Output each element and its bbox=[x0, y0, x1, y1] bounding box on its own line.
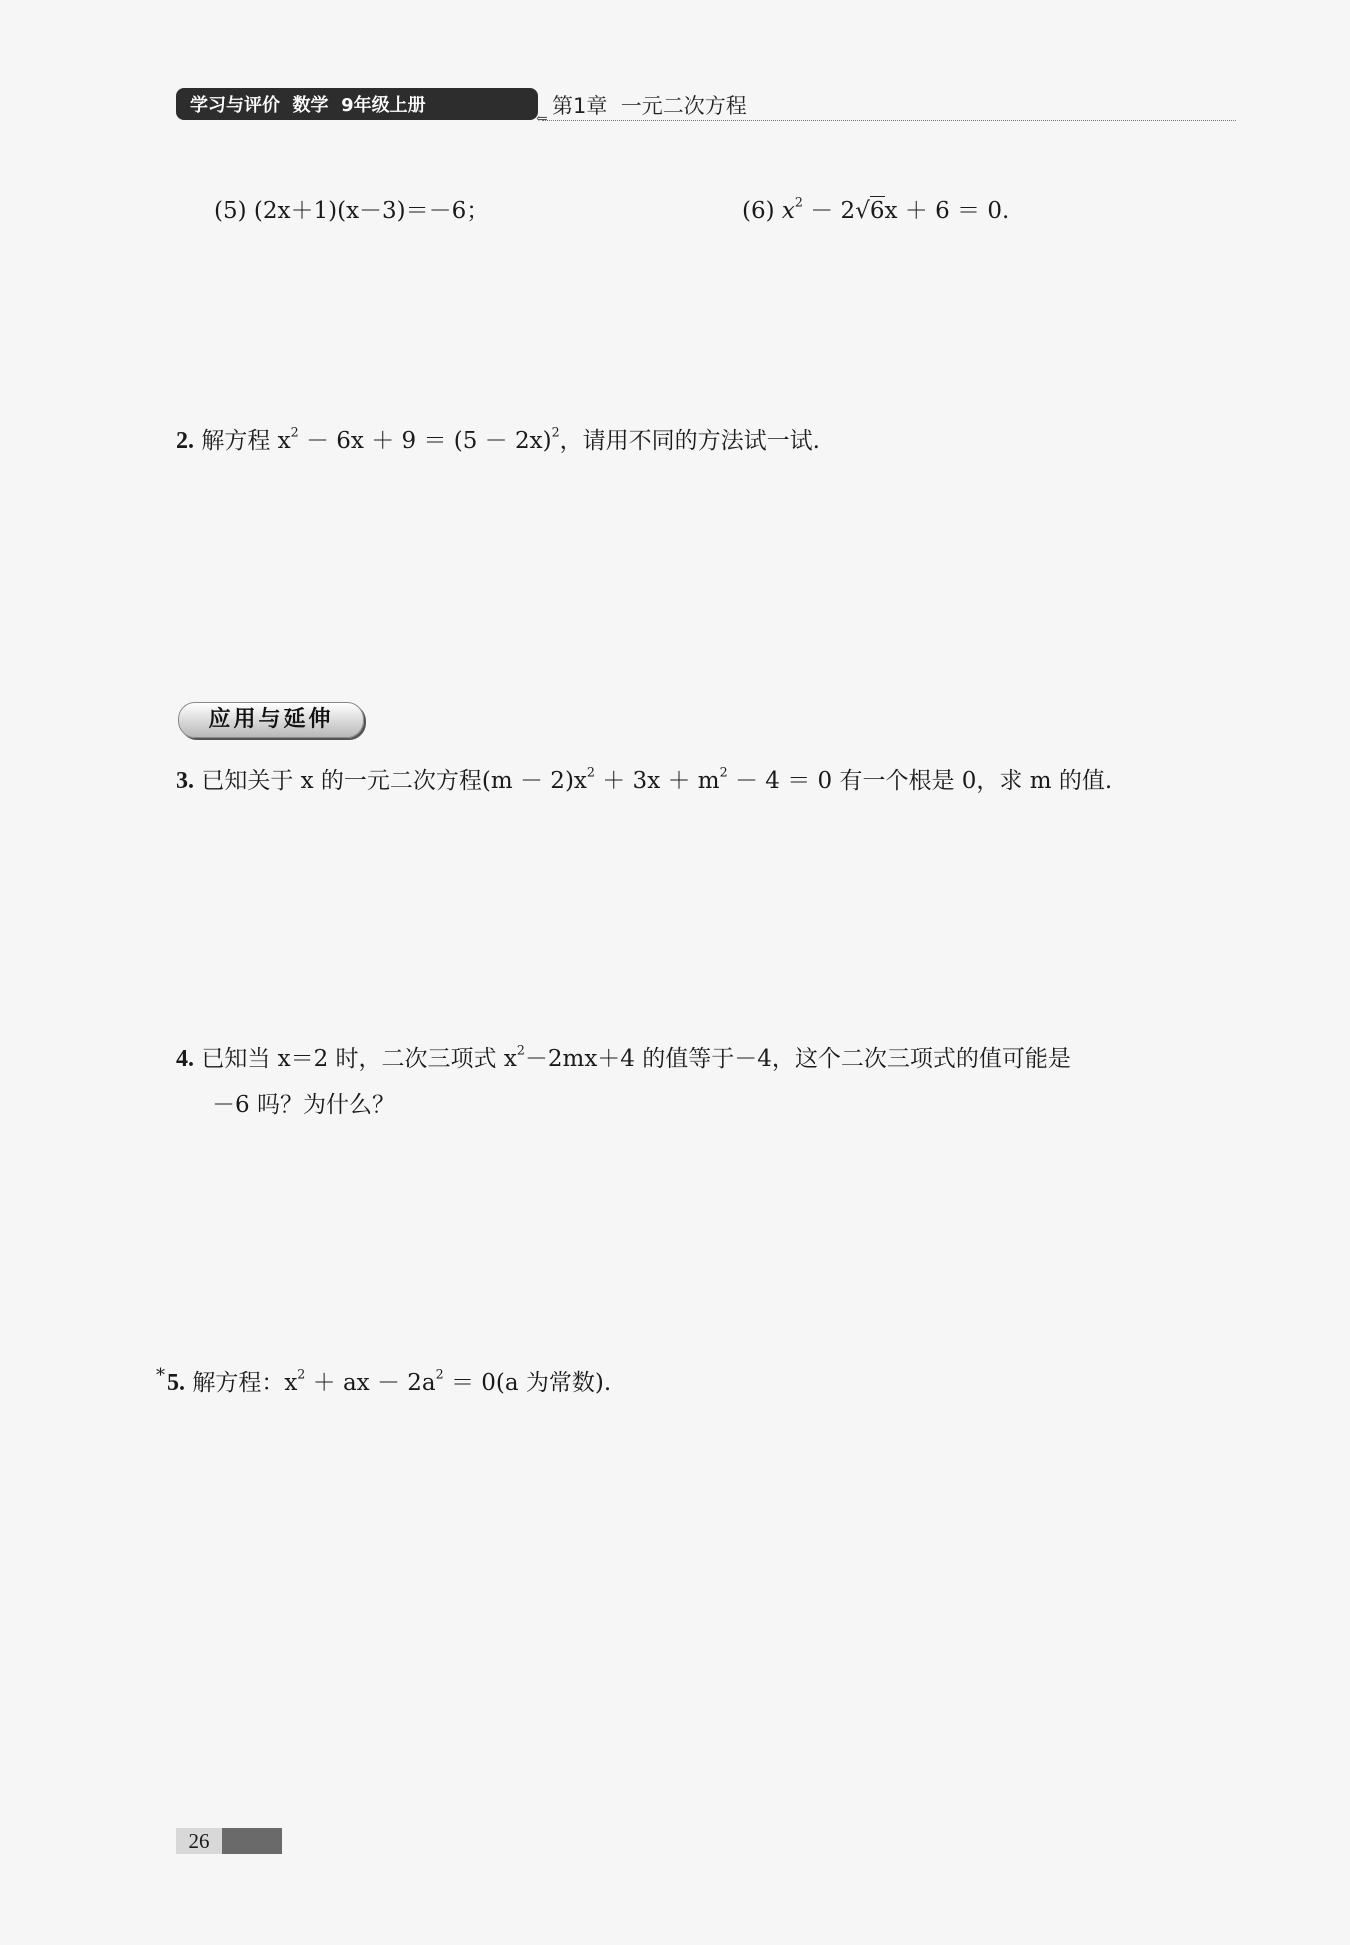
problem3-text-b: ＋ 3x ＋ m bbox=[594, 768, 720, 794]
problem5 bbox=[156, 1364, 611, 1397]
part6-radicand: 6 bbox=[869, 198, 885, 224]
sqrt-sign: √ bbox=[855, 198, 870, 224]
section-title-badge: 应用与延伸 bbox=[178, 702, 364, 738]
part5-equation: (2x＋1)(x－3)＝－6； bbox=[253, 198, 490, 224]
problem2-exp-a: 2 bbox=[290, 424, 299, 440]
page-number-tab bbox=[176, 1828, 282, 1854]
problem1-part6 bbox=[742, 192, 1009, 225]
problem4-line2 bbox=[212, 1086, 395, 1119]
part6-var: x bbox=[781, 198, 795, 224]
problem3 bbox=[176, 762, 1112, 795]
problem5-exp-a: 2 bbox=[297, 1366, 306, 1382]
problem4-text-a: 已知当 x＝2 时，二次三项式 x bbox=[201, 1046, 517, 1072]
problem2 bbox=[176, 422, 820, 455]
book-title-banner: 学习与评价 数学 9年级上册 bbox=[176, 88, 538, 120]
problem1-part5 bbox=[214, 192, 489, 225]
problem3-number: 3. bbox=[176, 768, 194, 794]
problem2-text-a: 解方程 x bbox=[201, 428, 291, 454]
part6-tail: x ＋ 6 ＝ 0. bbox=[884, 198, 1010, 224]
problem4-text-b: －2mx＋4 的值等于－4，这个二次三项式的值可能是 bbox=[524, 1046, 1071, 1072]
problem5-text-c: ＝ 0(a 为常数). bbox=[443, 1370, 612, 1396]
page-number: 26 bbox=[176, 1828, 222, 1854]
chapter-title: 第1章 一元二次方程 bbox=[552, 94, 747, 118]
problem4-line1 bbox=[176, 1040, 1071, 1073]
problem5-number: 5. bbox=[167, 1370, 185, 1396]
problem3-exp-a: 2 bbox=[586, 764, 595, 780]
page-header bbox=[176, 88, 1236, 127]
part6-label: (6) bbox=[742, 198, 775, 224]
problem5-exp-b: 2 bbox=[435, 1366, 444, 1382]
problem3-text-c: － 4 ＝ 0 有一个根是 0，求 m 的值. bbox=[727, 768, 1113, 794]
problem2-text-c: ，请用不同的方法试一试. bbox=[559, 428, 820, 454]
page-number-bar bbox=[222, 1828, 282, 1854]
problem4-line2-text: －6 吗？为什么？ bbox=[212, 1092, 395, 1118]
problem3-exp-b: 2 bbox=[719, 764, 728, 780]
part6-exponent: 2 bbox=[794, 194, 803, 210]
optional-star-mark: * bbox=[156, 1365, 165, 1386]
problem4-number: 4. bbox=[176, 1046, 194, 1072]
part6-coefficient: － 2 bbox=[802, 198, 856, 224]
problem3-text-a: 已知关于 x 的一元二次方程(m － 2)x bbox=[201, 768, 587, 794]
problem5-text-b: ＋ ax － 2a bbox=[305, 1370, 436, 1396]
problem2-exp-b: 2 bbox=[551, 424, 560, 440]
arrow-icon: ⇐ bbox=[536, 111, 548, 127]
problem2-number: 2. bbox=[176, 428, 194, 454]
problem5-text-a: 解方程：x bbox=[192, 1370, 298, 1396]
problem4-exp-a: 2 bbox=[516, 1042, 525, 1058]
header-dotted-rule bbox=[542, 120, 1236, 121]
part5-label: (5) bbox=[214, 198, 247, 224]
problem2-text-b: － 6x ＋ 9 ＝ (5 － 2x) bbox=[298, 428, 552, 454]
